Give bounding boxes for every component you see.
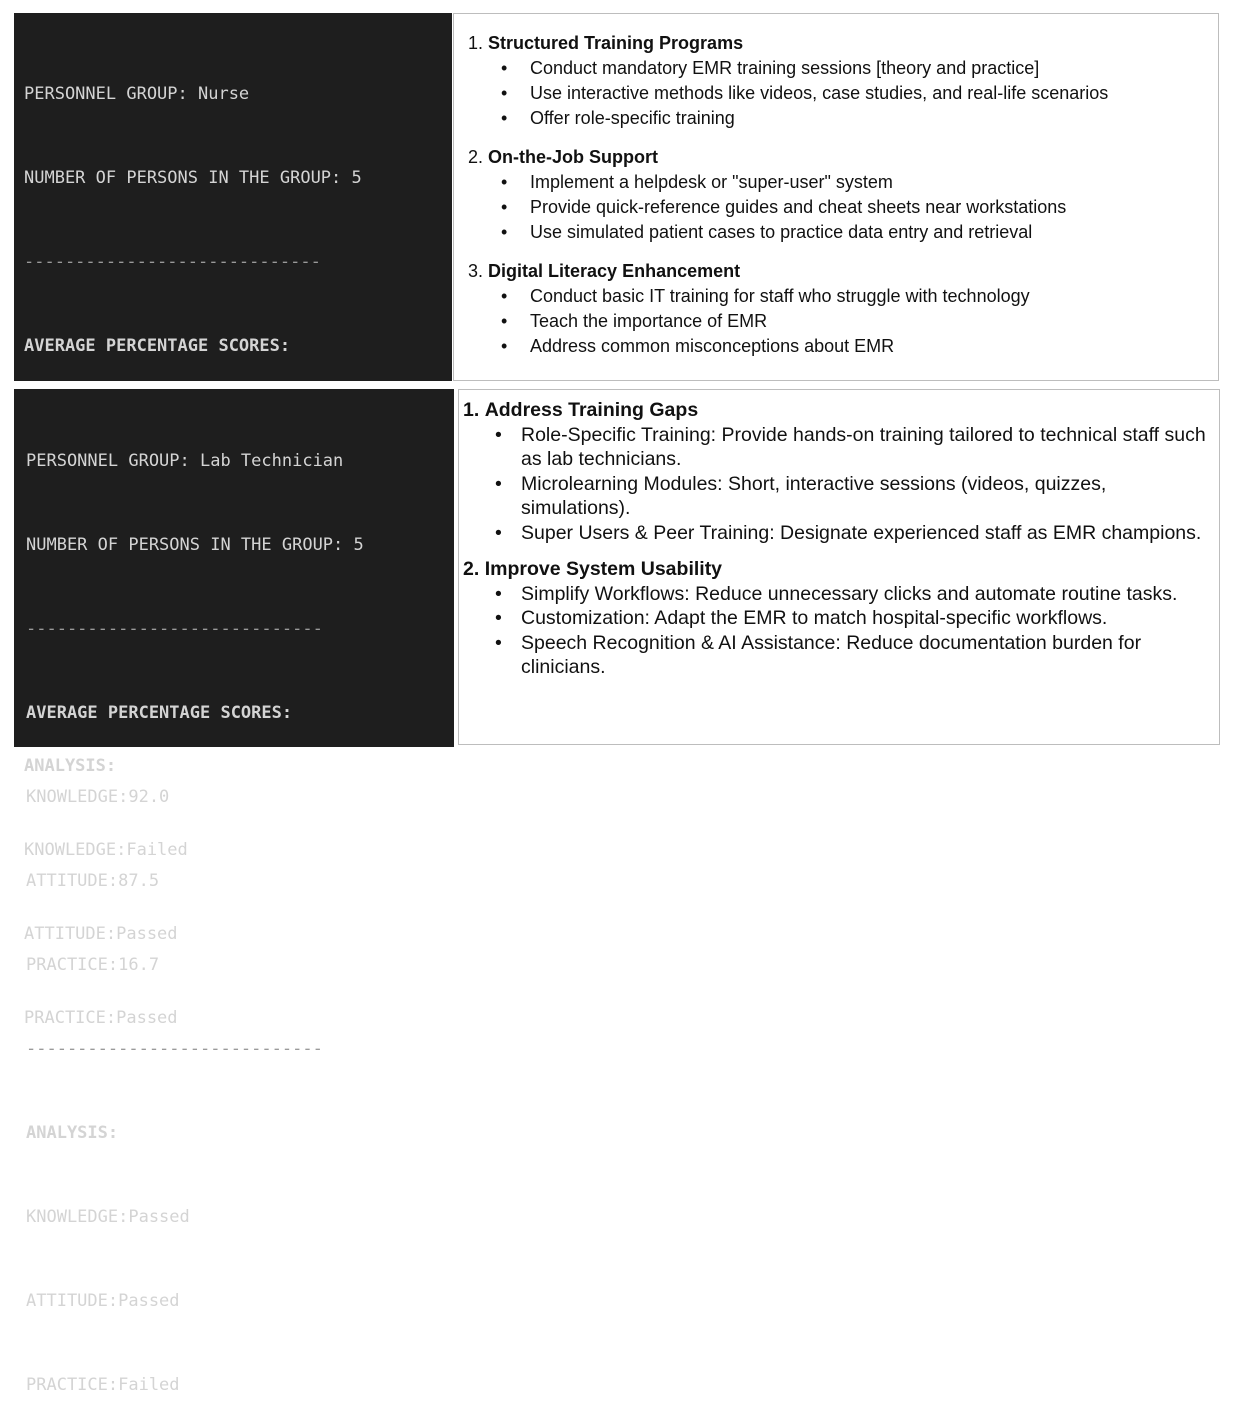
section-number: 2. (468, 147, 484, 167)
terminal-line: PERSONNEL GROUP: Lab Technician (26, 451, 344, 471)
list-item: • Use interactive methods like videos, case studies, and real-life scenarios (468, 81, 1218, 106)
terminal-line: ATTITUDE:Passed (24, 924, 178, 944)
bullet-icon: • (495, 582, 502, 605)
list-item: • Provide quick-reference guides and cheat sheets near workstations (468, 195, 1218, 220)
bullet-icon: • (495, 521, 502, 544)
terminal-heading: AVERAGE PERCENTAGE SCORES: (24, 336, 291, 356)
list-item: • Implement a helpdesk or "super-user" system (468, 170, 1218, 195)
bullet-icon: • (495, 423, 502, 446)
bullet-icon: • (501, 286, 508, 306)
section-number: 1. (463, 399, 480, 421)
list-item: • Customization: Adapt the EMR to match hospital-specific workflows. (495, 607, 1108, 629)
bullet-icon: • (501, 197, 508, 217)
section-number: 2. (463, 558, 480, 580)
section-number: 1. (468, 33, 484, 53)
list-item: • Conduct basic IT training for staff who struggle with technology (468, 284, 1218, 309)
bullet-icon: • (495, 607, 502, 629)
section-heading (468, 259, 1218, 284)
section-heading (468, 31, 1218, 56)
terminal-line: KNOWLEDGE:Passed (26, 1207, 190, 1227)
terminal-heading: AVERAGE PERCENTAGE SCORES: (26, 703, 293, 723)
recommendation-section (468, 145, 1218, 245)
section-heading (463, 557, 1219, 582)
bullet-icon: • (501, 311, 508, 331)
section-title: On-the-Job Support (488, 147, 659, 167)
recommendations-panel-nurse (453, 13, 1219, 381)
section-title: Structured Training Programs (488, 33, 744, 53)
recommendation-section (463, 398, 1219, 545)
list-item: • Speech Recognition & AI Assistance: Reduce documentation burden for clinicians. (495, 631, 1142, 678)
list-item: • Offer role-specific training (468, 106, 1218, 131)
bullet-icon: • (501, 58, 508, 78)
terminal-line: NUMBER OF PERSONS IN THE GROUP: 5 (24, 168, 362, 188)
terminal-line: KNOWLEDGE:92.0 (26, 787, 170, 807)
terminal-heading: ANALYSIS: (26, 1123, 119, 1143)
section-heading (463, 398, 1219, 423)
recommendation-section (463, 557, 1219, 680)
list-item: • Teach the importance of EMR (468, 309, 1218, 334)
list-item: • Conduct mandatory EMR training sessions [theory and practice] (468, 56, 1218, 81)
terminal-line: ATTITUDE:Passed (26, 1291, 180, 1311)
list-item: • Simplify Workflows: Reduce unnecessary clicks and automate routine tasks. (495, 582, 1178, 605)
list-item: • Role-Specific Training: Provide hands-on training tailored to technical staff such as lab technicians. (495, 423, 1206, 470)
bullet-icon: • (495, 631, 502, 654)
terminal-line: ATTITUDE:87.5 (26, 871, 160, 891)
terminal-line: PRACTICE:Passed (24, 1008, 178, 1028)
bullet-icon: • (495, 472, 502, 495)
list-item: • Super Users & Peer Training: Designate experienced staff as EMR champions. (495, 521, 1202, 544)
recommendations-panel-lab-technician (458, 389, 1220, 745)
bullet-icon: • (501, 222, 508, 242)
terminal-separator: ----------------------------- (24, 252, 321, 272)
section-title: Address Training Gaps (484, 399, 699, 421)
bullet-icon: • (501, 336, 508, 356)
list-item: • Microlearning Modules: Short, interactive sessions (videos, quizzes, simulations). (495, 472, 1107, 519)
terminal-line: KNOWLEDGE:Failed (24, 840, 188, 860)
recommendation-section (468, 259, 1218, 359)
terminal-line: PERSONNEL GROUP: Nurse (24, 84, 250, 104)
section-heading (468, 145, 1218, 170)
terminal-separator: ----------------------------- (26, 1039, 323, 1059)
terminal-line: PRACTICE:16.7 (26, 955, 160, 975)
bullet-icon: • (501, 108, 508, 128)
section-number: 3. (468, 261, 484, 281)
section-title: Improve System Usability (484, 558, 723, 580)
terminal-heading: ANALYSIS: (24, 756, 117, 776)
list-item: • Use simulated patient cases to practice data entry and retrieval (468, 220, 1218, 245)
terminal-line: PRACTICE:Failed (26, 1375, 180, 1395)
terminal-line: NUMBER OF PERSONS IN THE GROUP: 5 (26, 535, 364, 555)
list-item: • Address common misconceptions about EMR (468, 334, 1218, 359)
bullet-icon: • (501, 83, 508, 103)
terminal-separator: ----------------------------- (26, 619, 323, 639)
bullet-icon: • (501, 172, 508, 192)
recommendation-section (468, 31, 1218, 131)
section-title: Digital Literacy Enhancement (488, 261, 741, 281)
